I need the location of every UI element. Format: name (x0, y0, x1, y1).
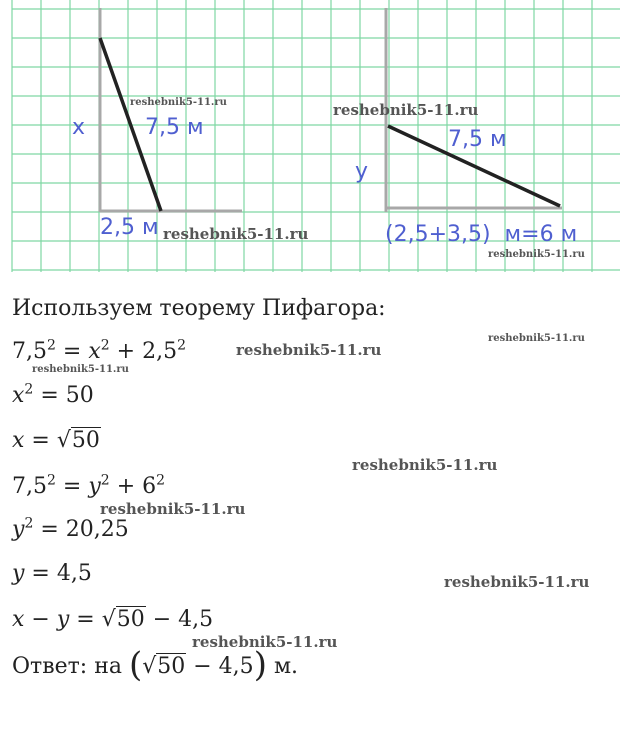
watermark: reshebnik5-11.ru (236, 341, 382, 359)
eq7-radicand: 50 (116, 607, 145, 632)
intro-text: Используем теорему Пифагора: (12, 296, 386, 321)
eq7-var-x: x (12, 607, 25, 632)
eq5-rhs: = 20,25 (33, 517, 129, 542)
right-y-label: y (355, 159, 369, 184)
equation-7 (12, 607, 213, 632)
watermark: reshebnik5-11.ru (488, 249, 585, 260)
eq2-exp: 2 (24, 381, 34, 398)
eq3-eq: = (24, 428, 57, 453)
triangles-figure (0, 0, 630, 275)
watermark: reshebnik5-11.ru (130, 97, 227, 108)
watermark: reshebnik5-11.ru (333, 101, 479, 119)
eq4-plus: + (109, 474, 143, 499)
watermark: reshebnik5-11.ru (163, 225, 309, 243)
eq1-var-exp: 2 (100, 337, 110, 354)
equation-2 (12, 383, 94, 408)
answer-prefix: Ответ: на (12, 654, 129, 679)
eq4-var-exp: 2 (100, 472, 110, 489)
eq1-var: x (88, 339, 101, 364)
eq7-var-y: y (56, 607, 70, 632)
eq7-tail: − 4,5 (145, 607, 214, 632)
answer-tail: − 4,5 (186, 654, 254, 679)
eq4-eq: = (55, 474, 89, 499)
eq3-radicand: 50 (71, 428, 100, 453)
sqrt-symbol: √50 (56, 428, 100, 453)
eq3-var: x (12, 428, 25, 453)
answer-unit: м. (266, 654, 299, 679)
left-hyp-label: 7,5 м (145, 115, 204, 140)
answer-radicand: 50 (157, 654, 186, 679)
left-x-label: x (72, 115, 86, 140)
eq5-exp: 2 (24, 515, 34, 532)
eq2-rhs: = 50 (33, 383, 94, 408)
answer-line (12, 645, 299, 685)
eq1-exp: 2 (47, 337, 56, 354)
right-base-label: (2,5+3,5) м=6 м (385, 222, 578, 247)
right-triangle (355, 8, 577, 247)
left-base-label: 2,5 м (100, 215, 159, 240)
eq4-exp: 2 (47, 472, 56, 489)
eq4-var: y (88, 474, 101, 499)
right-hyp-label: 7,5 м (448, 127, 507, 152)
eq7-eq: = (69, 607, 102, 632)
eq6-rhs: = 4,5 (24, 561, 92, 586)
eq1-eq: = (55, 339, 89, 364)
sqrt-symbol: √50 (142, 654, 186, 679)
eq2-var: x (12, 383, 25, 408)
eq7-minus: − (24, 607, 57, 632)
watermark: reshebnik5-11.ru (352, 456, 498, 474)
eq6-var: y (12, 561, 25, 586)
sqrt-symbol: √50 (101, 607, 145, 632)
eq5-var: y (12, 517, 25, 542)
watermark: reshebnik5-11.ru (488, 333, 585, 344)
eq1-const: 2,5 (142, 339, 178, 364)
watermark: reshebnik5-11.ru (100, 500, 246, 518)
equation-3 (12, 428, 101, 453)
equation-1 (12, 339, 186, 364)
right-paren: ) (253, 645, 267, 685)
left-paren: ( (128, 645, 143, 685)
eq1-const-exp: 2 (177, 337, 187, 354)
watermark: reshebnik5-11.ru (192, 633, 338, 651)
watermark: reshebnik5-11.ru (444, 573, 590, 591)
eq4-const-exp: 2 (156, 472, 166, 489)
watermark: reshebnik5-11.ru (32, 364, 129, 375)
equation-5 (12, 517, 129, 542)
eq1-plus: + (109, 339, 143, 364)
equation-4 (12, 474, 165, 499)
equation-6 (12, 561, 92, 586)
eq1-lhs: 7,5 (12, 339, 47, 364)
eq4-const: 6 (142, 474, 157, 499)
eq4-lhs: 7,5 (12, 474, 47, 499)
